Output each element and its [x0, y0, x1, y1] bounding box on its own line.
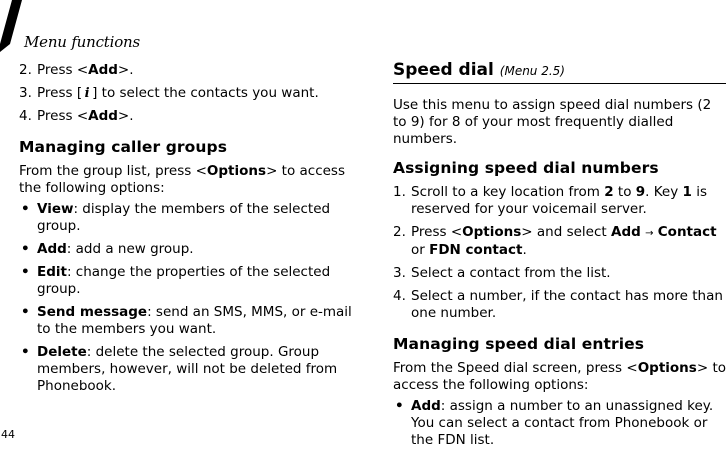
- list-item: • Add: assign a number to an unassigned key. You can select a contact from Phonebook or the FDN list.: [395, 398, 714, 448]
- right-column: [393, 62, 726, 455]
- list-item: 4. Press <Add>.: [19, 108, 134, 124]
- paragraph: Use this menu to assign speed dial numbers (2 to 9) for 8 of your most frequently dialled numbers.: [393, 97, 712, 147]
- section-title: Speed dial (Menu 2.5): [393, 62, 726, 84]
- page-number: 44: [1, 428, 15, 441]
- list-item: • View: display the members of the selected group.: [21, 201, 331, 234]
- bullet-icon: •: [395, 398, 404, 414]
- list-item: • Send message: send an SMS, MMS, or e-mail to the members you want.: [21, 304, 352, 337]
- paragraph: From the group list, press <Options> to access the following options:: [19, 163, 345, 196]
- list-item: • Edit: change the properties of the selected group.: [21, 264, 331, 297]
- bullet-icon: •: [21, 201, 30, 217]
- list-item: 3. Select a contact from the list.: [393, 265, 611, 281]
- info-key-icon: i: [84, 86, 90, 101]
- bullet-icon: •: [21, 344, 30, 360]
- list-item: • Add: add a new group.: [21, 241, 194, 257]
- menu-reference: (Menu 2.5): [499, 64, 565, 78]
- bullet-icon: •: [21, 264, 30, 280]
- section-heading: Assigning speed dial numbers: [393, 159, 659, 177]
- list-item: 2. Press <Options> and select Add → Contact or FDN contact.: [393, 224, 717, 258]
- list-item: • Delete: delete the selected group. Group members, however, will not be deleted from Phonebook.: [21, 344, 338, 394]
- bullet-icon: •: [21, 304, 30, 320]
- section-heading: Managing caller groups: [19, 138, 228, 156]
- section-heading: Managing speed dial entries: [393, 335, 645, 353]
- list-item: 4. Select a number, if the contact has more than one number.: [393, 288, 723, 321]
- list-item: 2. Press <Add>.: [19, 62, 134, 78]
- bullet-icon: •: [21, 241, 30, 257]
- list-item: 1. Scroll to a key location from 2 to 9. Key 1 is reserved for your voicemail server.: [393, 184, 707, 217]
- page-header-title: Menu functions: [24, 33, 141, 51]
- header-decoration: [0, 0, 22, 52]
- left-column: [19, 62, 359, 401]
- list-item: 3. Press [ i ] to select the contacts you want.: [19, 85, 319, 101]
- paragraph: From the Speed dial screen, press <Options> to access the following options:: [393, 360, 726, 393]
- arrow-right-icon: →: [645, 228, 654, 239]
